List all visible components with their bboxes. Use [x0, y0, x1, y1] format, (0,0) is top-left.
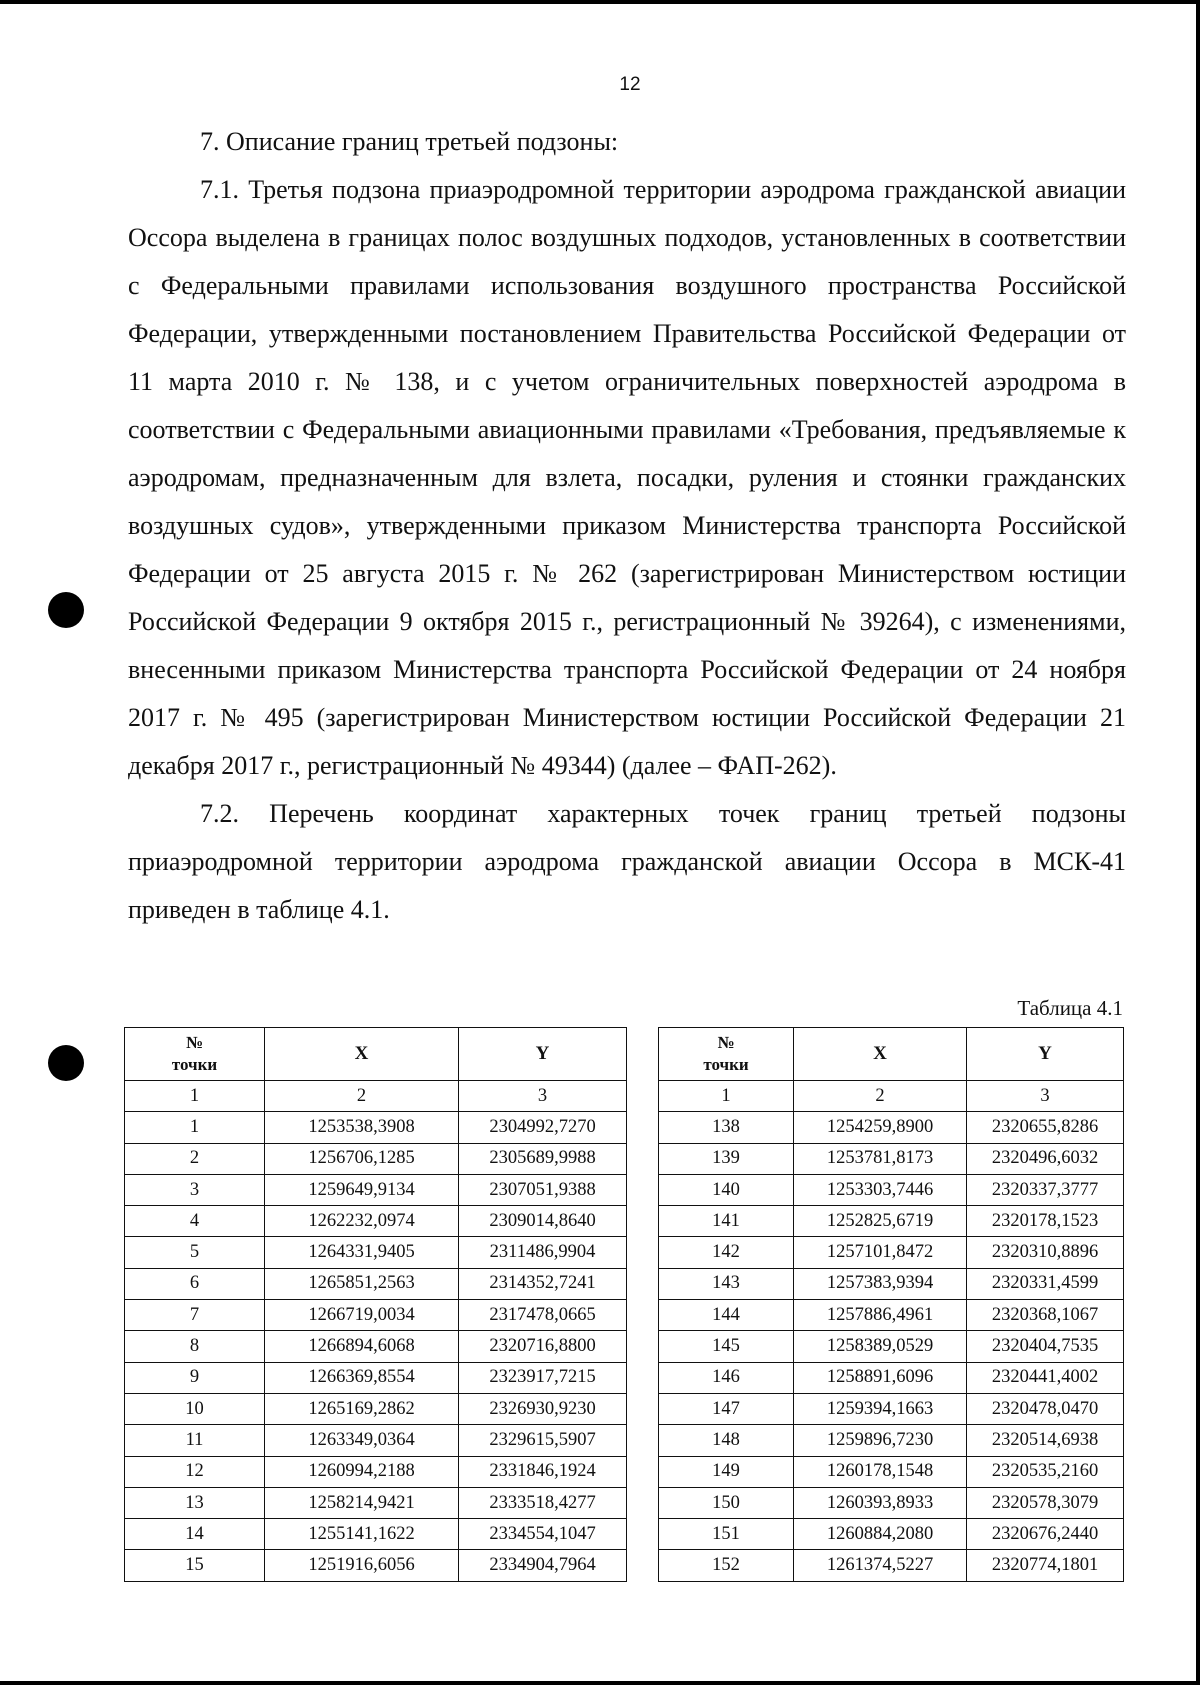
table-row [125, 1206, 627, 1237]
x-coordinate-cell: 1257886,4961 [794, 1300, 967, 1331]
y-coordinate-cell: 2320441,4002 [967, 1362, 1124, 1393]
table-row [125, 1487, 627, 1518]
table-row [125, 1174, 627, 1205]
point-number-cell: 142 [659, 1237, 794, 1268]
table-row [659, 1487, 1124, 1518]
x-coordinate-cell: 1265169,2862 [265, 1393, 459, 1424]
point-number-cell: 14 [125, 1519, 265, 1550]
y-coordinate-cell: 2307051,9388 [459, 1174, 627, 1205]
table-row [125, 1456, 627, 1487]
y-coordinate-cell: 2320774,1801 [967, 1550, 1124, 1581]
page-number: 12 [619, 74, 641, 95]
header-y: Y [459, 1028, 627, 1081]
column-number-row [125, 1081, 627, 1112]
x-coordinate-cell: 1261374,5227 [794, 1550, 967, 1581]
y-coordinate-cell: 2320535,2160 [967, 1456, 1124, 1487]
y-coordinate-cell: 2320331,4599 [967, 1268, 1124, 1299]
column-number: 3 [967, 1081, 1124, 1112]
y-coordinate-cell: 2320478,0470 [967, 1393, 1124, 1424]
x-coordinate-cell: 1257101,8472 [794, 1237, 967, 1268]
point-number-cell: 15 [125, 1550, 265, 1581]
y-coordinate-cell: 2304992,7270 [459, 1112, 627, 1143]
x-coordinate-cell: 1266369,8554 [265, 1362, 459, 1393]
point-number-cell: 147 [659, 1393, 794, 1424]
x-coordinate-cell: 1262232,0974 [265, 1206, 459, 1237]
point-number-cell: 13 [125, 1487, 265, 1518]
y-coordinate-cell: 2334904,7964 [459, 1550, 627, 1581]
punch-hole-mark [48, 1045, 84, 1081]
table-row [125, 1143, 627, 1174]
point-number-cell: 145 [659, 1331, 794, 1362]
x-coordinate-cell: 1258389,0529 [794, 1331, 967, 1362]
point-number-cell: 7 [125, 1300, 265, 1331]
table-row [659, 1393, 1124, 1424]
y-coordinate-cell: 2320514,6938 [967, 1425, 1124, 1456]
y-coordinate-cell: 2331846,1924 [459, 1456, 627, 1487]
point-number-cell: 9 [125, 1362, 265, 1393]
x-coordinate-cell: 1259896,7230 [794, 1425, 967, 1456]
x-coordinate-cell: 1256706,1285 [265, 1143, 459, 1174]
point-number-cell: 11 [125, 1425, 265, 1456]
point-number-cell: 146 [659, 1362, 794, 1393]
x-coordinate-cell: 1266719,0034 [265, 1300, 459, 1331]
y-coordinate-cell: 2311486,9904 [459, 1237, 627, 1268]
point-number-cell: 12 [125, 1456, 265, 1487]
paragraph-7-2: 7.2. Перечень координат характерных точек границ третьей подзоны приаэродромной территории аэродрома гражданской авиации Оссора в МСК-41 приведен в таблице 4.1. [128, 799, 1126, 924]
table-row [659, 1550, 1124, 1581]
point-number-cell: 150 [659, 1487, 794, 1518]
x-coordinate-cell: 1264331,9405 [265, 1237, 459, 1268]
x-coordinate-cell: 1260884,2080 [794, 1519, 967, 1550]
y-coordinate-cell: 2320178,1523 [967, 1206, 1124, 1237]
x-coordinate-cell: 1263349,0364 [265, 1425, 459, 1456]
table-row [125, 1331, 627, 1362]
x-coordinate-cell: 1258891,6096 [794, 1362, 967, 1393]
point-number-cell: 3 [125, 1174, 265, 1205]
y-coordinate-cell: 2323917,7215 [459, 1362, 627, 1393]
table-row [125, 1112, 627, 1143]
table-header-row [125, 1028, 627, 1081]
table-row [125, 1393, 627, 1424]
x-coordinate-cell: 1259649,9134 [265, 1174, 459, 1205]
table-row [659, 1206, 1124, 1237]
y-coordinate-cell: 2320676,2440 [967, 1519, 1124, 1550]
scan-border-bottom [0, 1681, 1200, 1685]
header-x: X [794, 1028, 967, 1081]
x-coordinate-cell: 1257383,9394 [794, 1268, 967, 1299]
x-coordinate-cell: 1253781,8173 [794, 1143, 967, 1174]
table-row [125, 1300, 627, 1331]
x-coordinate-cell: 1260994,2188 [265, 1456, 459, 1487]
y-coordinate-cell: 2320368,1067 [967, 1300, 1124, 1331]
point-number-cell: 10 [125, 1393, 265, 1424]
section-heading: 7. Описание границ третьей подзоны: [200, 127, 619, 156]
header-y: Y [967, 1028, 1124, 1081]
point-number-cell: 152 [659, 1550, 794, 1581]
y-coordinate-cell: 2320337,3777 [967, 1174, 1124, 1205]
x-coordinate-cell: 1251916,6056 [265, 1550, 459, 1581]
y-coordinate-cell: 2314352,7241 [459, 1268, 627, 1299]
x-coordinate-cell: 1260393,8933 [794, 1487, 967, 1518]
x-coordinate-cell: 1258214,9421 [265, 1487, 459, 1518]
column-number: 1 [125, 1081, 265, 1112]
table-row [659, 1331, 1124, 1362]
column-number: 2 [794, 1081, 967, 1112]
header-point-number: № точки [125, 1028, 265, 1081]
y-coordinate-cell: 2320655,8286 [967, 1112, 1124, 1143]
y-coordinate-cell: 2317478,0665 [459, 1300, 627, 1331]
table-row [659, 1174, 1124, 1205]
table-row [659, 1362, 1124, 1393]
point-number-cell: 1 [125, 1112, 265, 1143]
point-number-cell: 8 [125, 1331, 265, 1362]
y-coordinate-cell: 2305689,9988 [459, 1143, 627, 1174]
point-number-cell: 139 [659, 1143, 794, 1174]
header-x: X [265, 1028, 459, 1081]
point-number-cell: 140 [659, 1174, 794, 1205]
coordinates-table-right [658, 1027, 1124, 1582]
x-coordinate-cell: 1252825,6719 [794, 1206, 967, 1237]
column-number: 1 [659, 1081, 794, 1112]
point-number-cell: 144 [659, 1300, 794, 1331]
table-row [125, 1550, 627, 1581]
x-coordinate-cell: 1254259,8900 [794, 1112, 967, 1143]
y-coordinate-cell: 2320496,6032 [967, 1143, 1124, 1174]
point-number-cell: 5 [125, 1237, 265, 1268]
table-row [659, 1268, 1124, 1299]
document-body [128, 118, 1126, 934]
y-coordinate-cell: 2320578,3079 [967, 1487, 1124, 1518]
y-coordinate-cell: 2320310,8896 [967, 1237, 1124, 1268]
table-row [125, 1362, 627, 1393]
scan-border-right [1196, 0, 1200, 1685]
table-row [659, 1112, 1124, 1143]
column-number-row [659, 1081, 1124, 1112]
coordinates-table-left [124, 1027, 627, 1582]
point-number-cell: 2 [125, 1143, 265, 1174]
y-coordinate-cell: 2320404,7535 [967, 1331, 1124, 1362]
table-row [659, 1456, 1124, 1487]
column-number: 3 [459, 1081, 627, 1112]
point-number-cell: 4 [125, 1206, 265, 1237]
x-coordinate-cell: 1253538,3908 [265, 1112, 459, 1143]
table-row [659, 1143, 1124, 1174]
paragraph-7-1: 7.1. Третья подзона приаэродромной территории аэродрома гражданской авиации Оссора выделена в границах полос воздушных подходов, установленных в соответствии с Федеральными правилами использования воздушного пространства Российской Федерации, утвержденными постановлением Правительства Российской Федерации от 11 марта 2010 г. № 138, и с учетом ограничительных поверхностей аэродрома в соответствии с Федеральными авиационными правилами «Требования, предъявляемые к аэродромам, предназначенным для взлета, посадки, руления и стоянки гражданских воздушных судов», утвержденными приказом Министерства транспорта Российской Федерации от 25 августа 2015 г. № 262 (зарегистрирован Министерством юстиции Российской Федерации 9 октября 2015 г., регистрационный № 39264), с изменениями, внесенными приказом Министерства транспорта Российской Федерации от 24 ноября 2017 г. № 495 (зарегистрирован Министерством юстиции Российской Федерации 21 декабря 2017 г., регистрационный № 49344) (далее – ФАП-262). [128, 175, 1126, 780]
x-coordinate-cell: 1266894,6068 [265, 1331, 459, 1362]
y-coordinate-cell: 2320716,8800 [459, 1331, 627, 1362]
y-coordinate-cell: 2326930,9230 [459, 1393, 627, 1424]
table-row [125, 1519, 627, 1550]
table-caption: Таблица 4.1 [1017, 996, 1123, 1020]
table-row [659, 1300, 1124, 1331]
y-coordinate-cell: 2309014,8640 [459, 1206, 627, 1237]
punch-hole-mark [48, 592, 84, 628]
column-number: 2 [265, 1081, 459, 1112]
x-coordinate-cell: 1265851,2563 [265, 1268, 459, 1299]
x-coordinate-cell: 1260178,1548 [794, 1456, 967, 1487]
table-row [659, 1425, 1124, 1456]
y-coordinate-cell: 2329615,5907 [459, 1425, 627, 1456]
point-number-cell: 143 [659, 1268, 794, 1299]
scan-border-top [0, 0, 1200, 4]
table-row [125, 1425, 627, 1456]
point-number-cell: 151 [659, 1519, 794, 1550]
x-coordinate-cell: 1255141,1622 [265, 1519, 459, 1550]
table-row [125, 1268, 627, 1299]
y-coordinate-cell: 2333518,4277 [459, 1487, 627, 1518]
table-row [659, 1237, 1124, 1268]
point-number-cell: 148 [659, 1425, 794, 1456]
table-header-row [659, 1028, 1124, 1081]
point-number-cell: 6 [125, 1268, 265, 1299]
point-number-cell: 149 [659, 1456, 794, 1487]
y-coordinate-cell: 2334554,1047 [459, 1519, 627, 1550]
header-point-number: № точки [659, 1028, 794, 1081]
table-row [659, 1519, 1124, 1550]
table-row [125, 1237, 627, 1268]
x-coordinate-cell: 1253303,7446 [794, 1174, 967, 1205]
point-number-cell: 138 [659, 1112, 794, 1143]
x-coordinate-cell: 1259394,1663 [794, 1393, 967, 1424]
point-number-cell: 141 [659, 1206, 794, 1237]
